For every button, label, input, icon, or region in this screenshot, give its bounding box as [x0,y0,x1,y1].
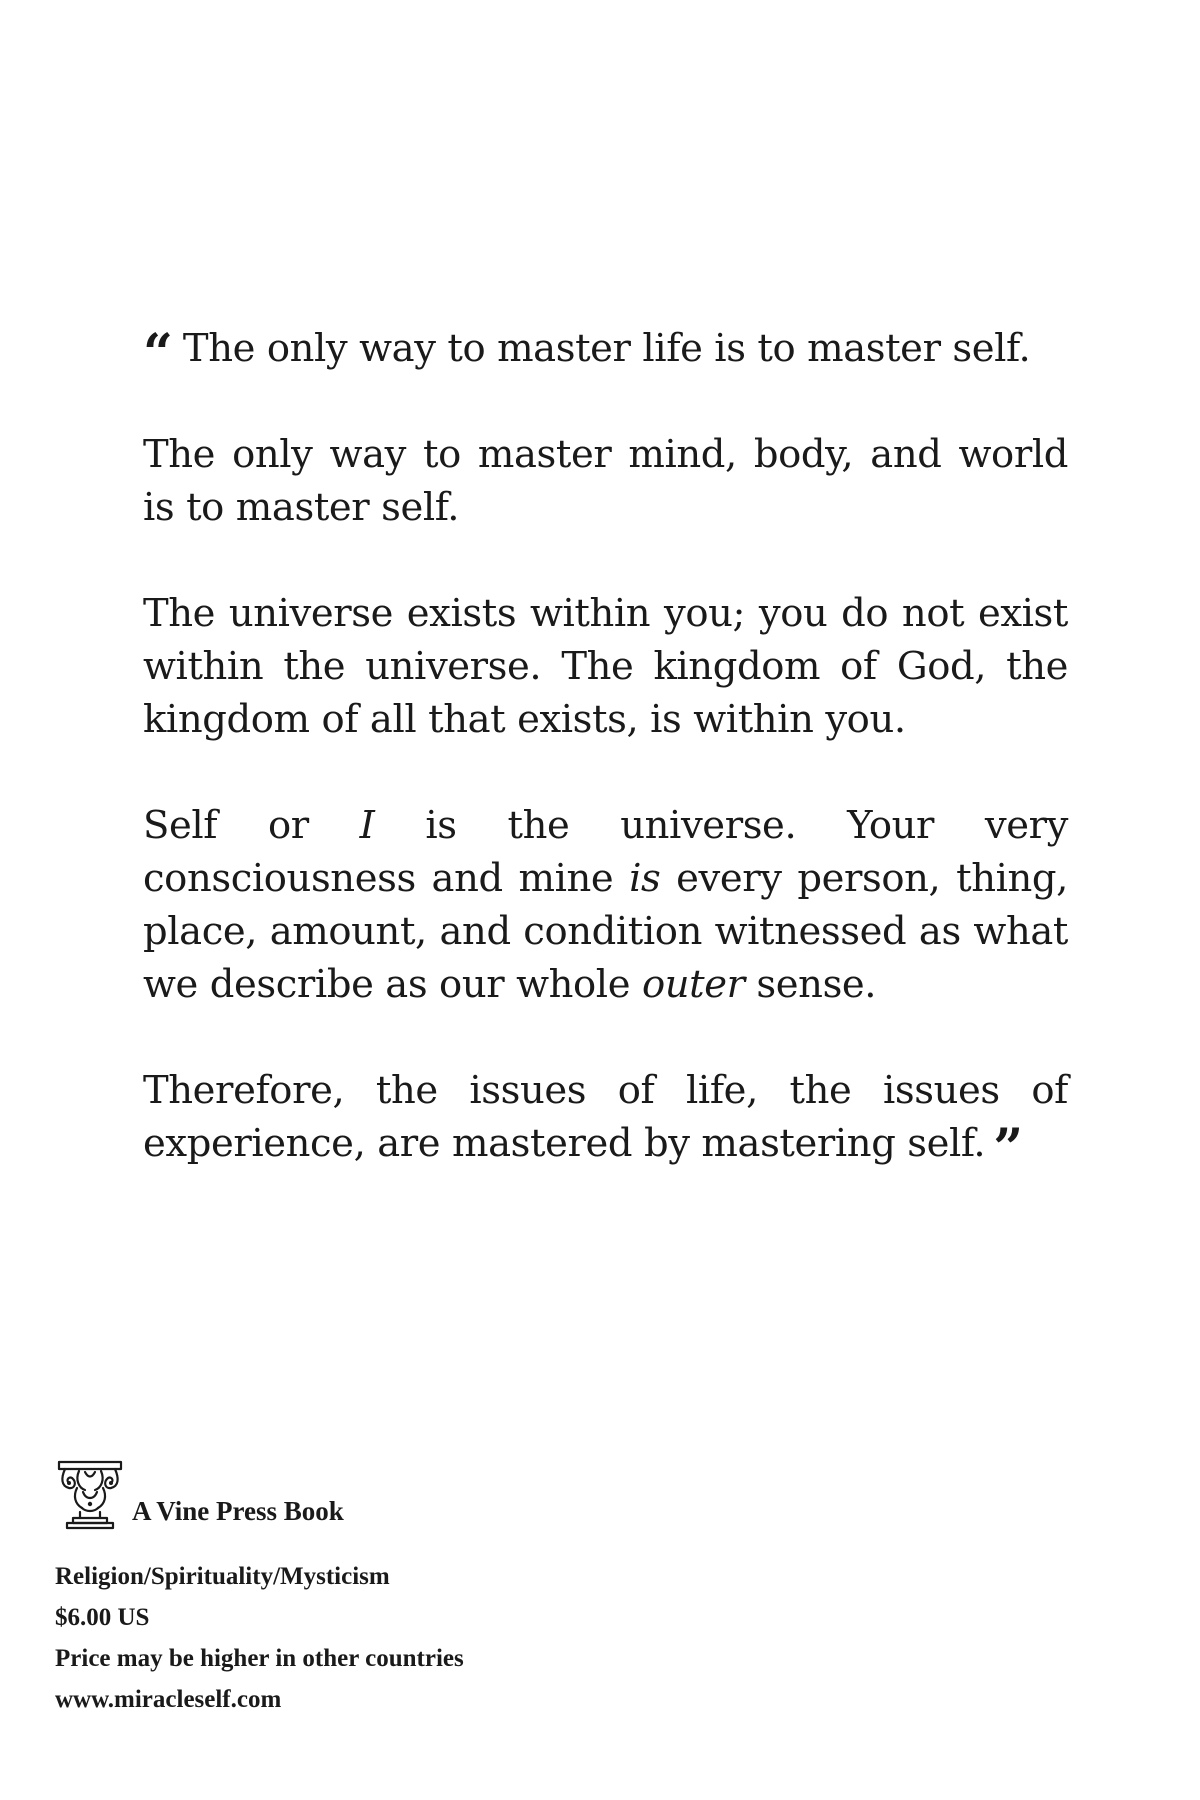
website-url: www.miracleself.com [55,1686,282,1713]
quote-paragraph-3: The universe exists within you; you do not exist within the universe. The kingdom of God, the kingdom of all that exists, is within you. [143,591,1068,742]
open-quote-mark: “ [143,323,171,384]
quote-paragraph-5 [143,1064,1068,1179]
back-cover-quote [143,322,1068,1179]
publisher-details [55,1556,655,1720]
imprint-name: A Vine Press Book [132,1496,344,1526]
quote-paragraph-1 [143,322,1068,384]
publisher-info [55,1458,655,1720]
price-note: Price may be higher in other countries [55,1645,464,1672]
close-quote-mark: ” [993,1118,1022,1179]
quote-emphasis: is [629,856,661,901]
book-category: Religion/Spirituality/Mysticism [55,1563,390,1590]
quote-emphasis: I [359,803,375,848]
quote-line-5: Therefore, the issues of life, the issues of experience, are mastered by mastering self. [143,1068,1068,1166]
imprint-row [55,1458,655,1536]
quote-emphasis: outer [641,962,745,1007]
book-price: $6.00 US [55,1604,150,1631]
quote-paragraph-2: The only way to master mind, body, and world is to master self. [143,432,1068,530]
quote-line-1: The only way to master life is to master self. [182,326,1031,371]
column-capital-logo-icon [55,1458,125,1532]
quote-text: Self or [143,803,360,848]
quote-text: every person, thing, place, amount, and condition witnessed as what we describe as our whole [143,856,1068,1007]
quote-text: is the universe. Your very consciousness and mine [143,803,1068,901]
quote-text: sense. [744,962,877,1007]
quote-paragraph-4 [143,799,1068,1011]
